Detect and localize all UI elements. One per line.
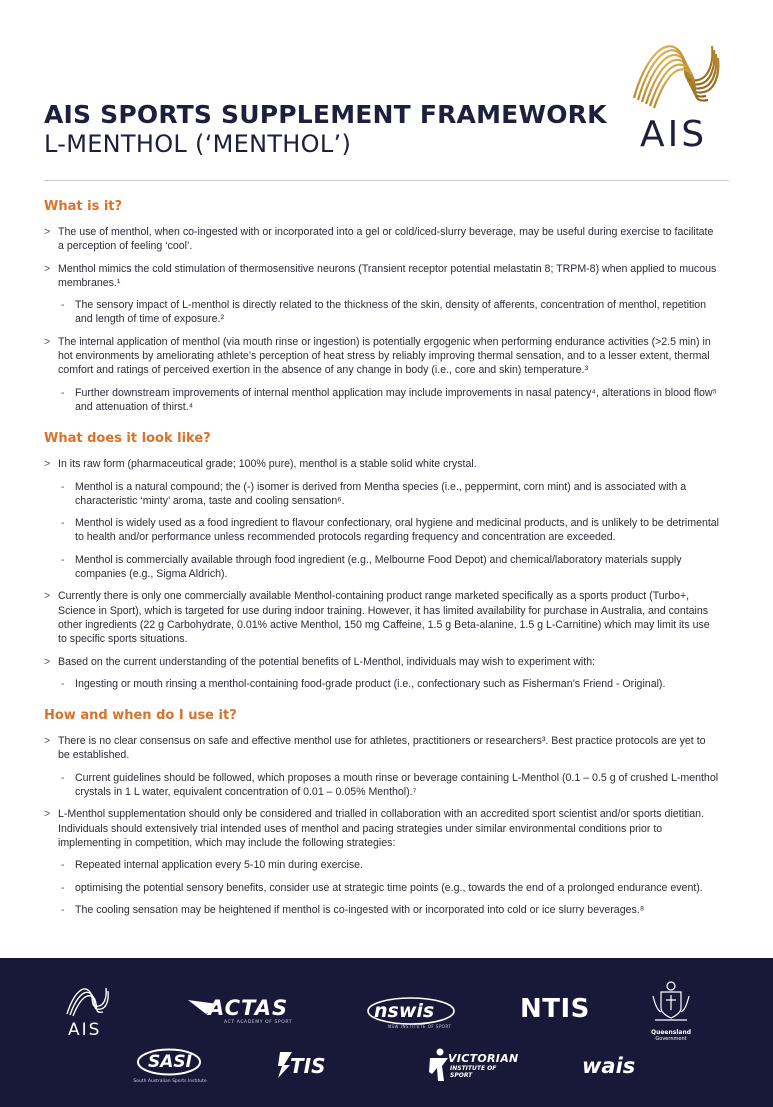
footer-nswis-logo bbox=[366, 994, 458, 1034]
bullet-item: > The use of menthol, when co-ingested with or incorporated into a gel or cold/iced-slurry beverage, may be useful during exercise to facilitate a perception of feeling ‘cool’. bbox=[44, 225, 720, 254]
footer-wais-logo: wais bbox=[582, 1054, 636, 1078]
footer-tis-logo bbox=[278, 1052, 350, 1082]
bullet-item: > L-Menthol supplementation should only be considered and trialled in collaboration with an accredited sport scientist and/or sports dietitian. Individuals should extensively trial intended uses of menthol and pacing strategies under similar environmental conditions prior to implementing in competition, which may include the following strategies: bbox=[44, 807, 720, 850]
footer-vis-bottom: INSTITUTE OF SPORT bbox=[450, 1065, 497, 1079]
footer-tis-text: TIS bbox=[290, 1054, 326, 1078]
ais-ribbon-white-icon bbox=[64, 984, 110, 1018]
footer-nswis-text: nswis bbox=[374, 1000, 435, 1022]
footer-sasi-text: SASI bbox=[148, 1052, 192, 1072]
sub-bullet-item: - Ingesting or mouth rinsing a menthol-containing food-grade product (i.e., confectionary such as Fisherman’s Friend - Original). bbox=[44, 677, 720, 691]
footer-vis-top: VICTORIAN bbox=[448, 1052, 519, 1065]
page-title: AIS SPORTS SUPPLEMENT FRAMEWORK bbox=[44, 100, 607, 129]
footer-nswis-sub: NSW INSTITUTE OF SPORT bbox=[388, 1024, 452, 1029]
footer-vis-logo bbox=[428, 1048, 518, 1088]
bullet-item: > The internal application of menthol (via mouth rinse or ingestion) is potentially ergogenic when performing endurance activities (>2.5 min) in hot environments by ameliorating athlete’s perception of heat stress by reliably improving thermal sensation, and to a lesser extent, thermal comfort and ratings of perceived exertion in the absence of any change in body (i.e., core and skin) temperature.³ bbox=[44, 335, 720, 378]
footer-ntis-logo: NTIS bbox=[520, 994, 590, 1024]
sub-bullet-item: - Menthol is commercially available through food ingredient (e.g., Melbourne Food Depot) and chemical/laboratory materials supply companies (e.g., Sigma Aldrich). bbox=[44, 553, 720, 582]
footer-actas-text: ACTAS bbox=[208, 996, 289, 1020]
ais-logo bbox=[630, 38, 722, 154]
footer-sasi-sub: South Australian Sports Institute bbox=[133, 1079, 207, 1084]
main-content bbox=[44, 198, 720, 925]
bullet-item: > Menthol mimics the cold stimulation of thermosensitive neurons (Transient receptor potential melastatin 8; TRPM-8) when applied to mucous membranes.¹ bbox=[44, 262, 720, 291]
header-divider bbox=[44, 180, 729, 181]
footer-qld-sub: Government bbox=[655, 1036, 687, 1042]
section-heading: What is it? bbox=[44, 199, 123, 214]
document-header bbox=[44, 100, 607, 158]
bullet-item: > Based on the current understanding of the potential benefits of L-Menthol, individuals may wish to experiment with: bbox=[44, 655, 720, 669]
ais-logo-text: AIS bbox=[640, 114, 708, 155]
footer-actas-sub: ACT ACADEMY OF SPORT bbox=[224, 1020, 293, 1025]
sub-bullet-item: - The sensory impact of L-menthol is directly related to the thickness of the skin, density of afferents, concentration of menthol, repetition and length of time of exposure.² bbox=[44, 298, 720, 327]
footer-ais-logo bbox=[64, 984, 114, 1044]
bullet-item: > Currently there is only one commercially available Menthol-containing product range marketed specifically as a sports product (Turbo+, Science in Sport), which is targeted for use during indoor training. However, it has limited availability for purchase in Australia, and contains other ingredients (22 g Carbohydrate, 0.01% active Menthol, 150 mg Caffeine, 1.5 g Beta-alanine, 1.5 g L-Carnitine) which may limit its use to specific sports situations. bbox=[44, 589, 720, 646]
footer-ais-text: AIS bbox=[68, 1020, 102, 1040]
sub-bullet-item: - Menthol is widely used as a food ingredient to flavour confectionary, oral hygiene and medicinal products, and is unlikely to be detrimental to health and/or performance unless recommended protocols regarding frequency and concentration are exceeded. bbox=[44, 516, 720, 545]
sub-bullet-item: - Menthol is a natural compound; the (-) isomer is derived from Mentha species (i.e., peppermint, corn mint) and is associated with a characteristic ‘minty’ aroma, taste and cooling sensation⁶. bbox=[44, 480, 720, 509]
footer-qld-logo bbox=[646, 980, 696, 1060]
sub-bullet-item: - Current guidelines should be followed, which proposes a mouth rinse or beverage containing L-Menthol (0.1 – 0.5 g of crushed L-menthol crystals in 1 L water, equivalent concentration of 0.01 – 0.05% Menthol).⁷ bbox=[44, 771, 720, 800]
section-heading: How and when do I use it? bbox=[44, 708, 237, 724]
section-heading: What does it look like? bbox=[44, 431, 211, 447]
bullet-item: > In its raw form (pharmaceutical grade; 100% pure), menthol is a stable solid white crystal. bbox=[44, 457, 720, 471]
partner-footer bbox=[0, 958, 773, 1107]
sub-bullet-item: - Repeated internal application every 5-10 min during exercise. bbox=[44, 858, 720, 872]
footer-qld-text: Queensland bbox=[650, 1029, 692, 1036]
sub-bullet-item: - The cooling sensation may be heightened if menthol is co-ingested with or incorporated into cold or ice slurry beverages.⁸ bbox=[44, 903, 720, 917]
sub-bullet-item: - optimising the potential sensory benefits, consider use at strategic time points (e.g., towards the end of a prolonged endurance event). bbox=[44, 881, 720, 895]
vis-figure-icon bbox=[428, 1048, 450, 1082]
qld-crest-icon bbox=[649, 980, 693, 1024]
footer-sasi-logo bbox=[128, 1048, 212, 1088]
page-subtitle: L-MENTHOL (‘MENTHOL’) bbox=[44, 130, 352, 158]
sub-bullet-item: - Further downstream improvements of internal menthol application may include improvements in nasal patency⁴, alterations in blood flow⁵ and attenuation of thirst.⁴ bbox=[44, 386, 720, 415]
bullet-item: > There is no clear consensus on safe and effective menthol use for athletes, practitioners or researchers³. Best practice protocols are yet to be established. bbox=[44, 734, 720, 763]
ais-ribbon-icon bbox=[630, 38, 722, 118]
footer-actas-logo bbox=[188, 996, 298, 1030]
